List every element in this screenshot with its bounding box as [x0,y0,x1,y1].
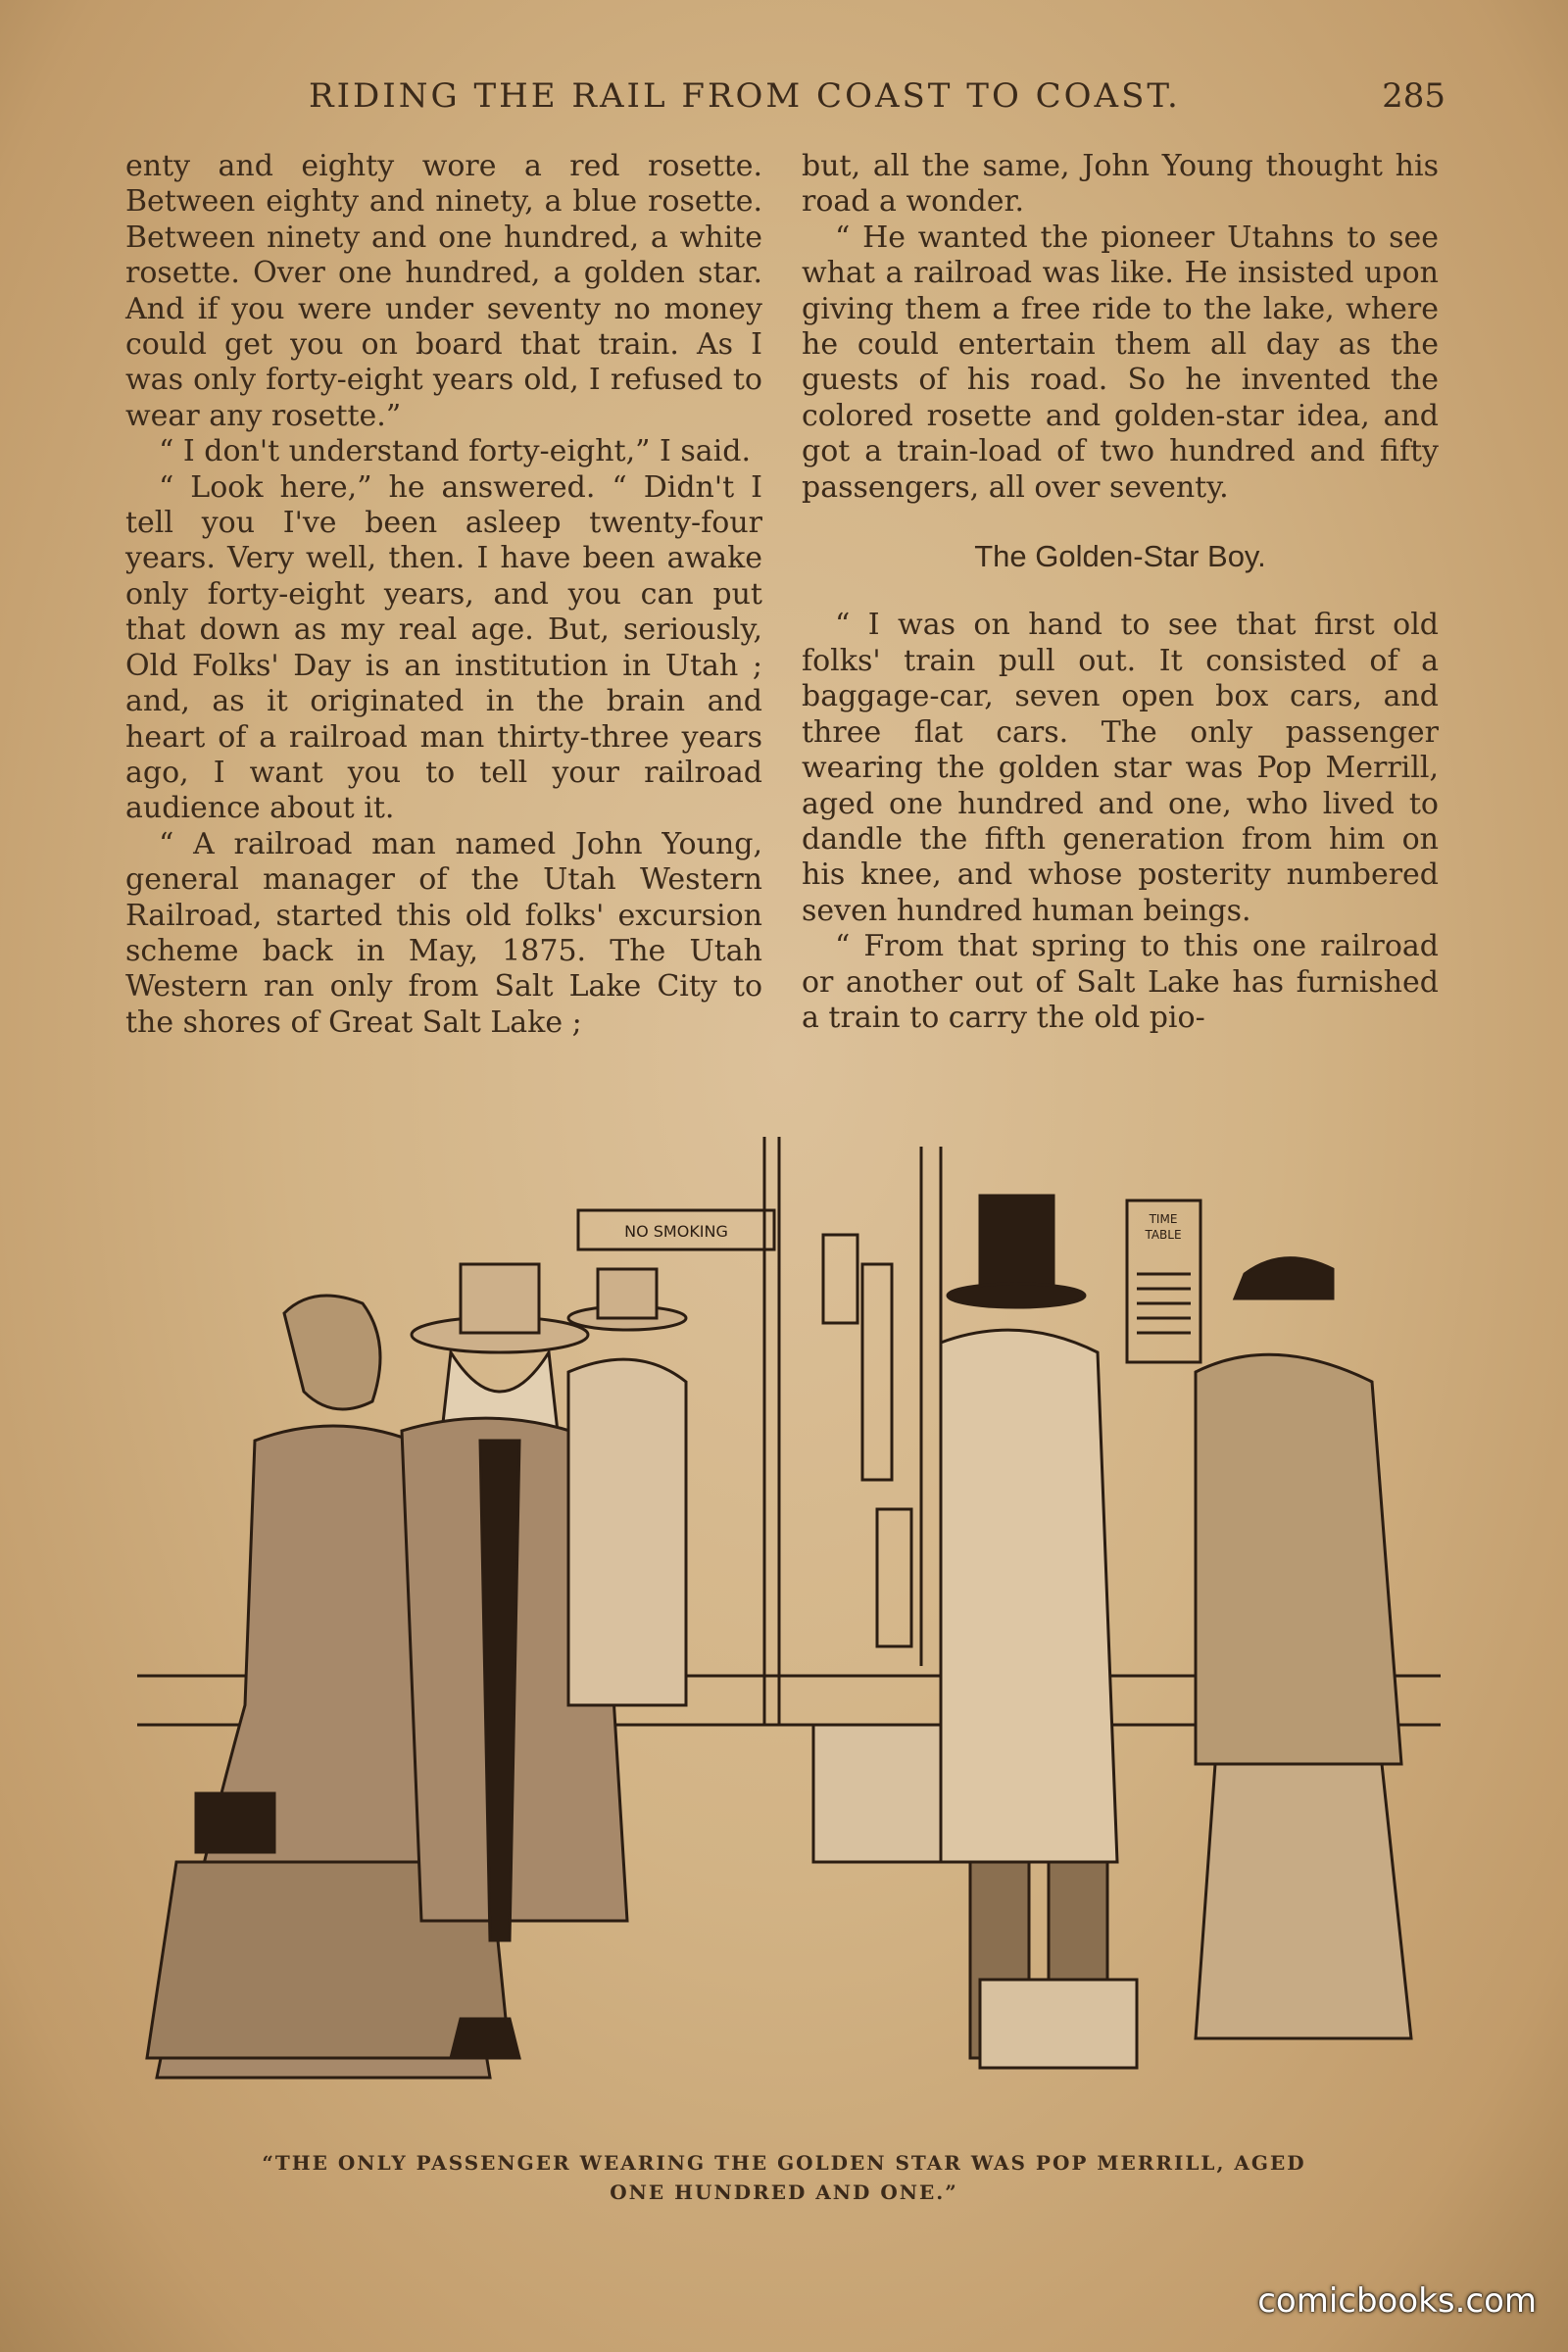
paragraph: “ I was on hand to see that first old folks' train pull out. It consisted of a baggage-car, seven open box cars, and three flat cars. The only passenger wearing the golden star was Pop Merrill, aged one hundred and one, who lived to dandle the fifth generation from him on his knee, and whose posterity numbered seven hundred human beings. [802,608,1439,928]
timetable-line: TABLE [1145,1228,1182,1242]
illustration-caption [176,2148,1392,2207]
paragraph: “ He wanted the pioneer Utahns to see what a railroad was like. He insisted upon giving them a free ride to the lake, where he could entertain them all day as the guests of his road. So he invented the colored rosette and golden-star idea, and got a train-load of two hundred and fifty passengers, all over seventy. [802,220,1439,505]
paragraph: enty and eighty wore a red rosette. Between eighty and ninety, a blue rosette. Between ninety and one hundred, a white rosette. Over one hundred, a golden star. And if you were under seventy no money could get you on board that train. As I was only forty-eight years old, I refused to wear any rosette.” [125,149,762,433]
paragraph: “ Look here,” he answered. “ Didn't I tell you I've been asleep twenty-four years. Very well, then. I have been awake only forty-eight years, and you can put that down as my real age. But, seriously, Old Folks' Day is an institution in Utah ; and, as it originated in the brain and heart of a railroad man thirty-three years ago, I want you to tell your railroad audience about it. [125,469,762,826]
paragraph: “ I don't understand forty-eight,” I said. [159,434,752,469]
running-title: RIDING THE RAIL FROM COAST TO COAST. [309,76,1181,116]
page-number: 285 [1382,76,1446,116]
caption-line: ONE HUNDRED AND ONE.” [610,2180,958,2204]
top-hat-man-figure [941,1196,1117,2058]
caption-line: “THE ONLY PASSENGER WEARING THE GOLDEN STAR WAS POP MERRILL, AGED [262,2151,1306,2175]
paragraph: “ From that spring to this one railroad or another out of Salt Lake has furnished a train to carry the old pio- [802,929,1439,1035]
section-subheading: The Golden-Star Boy. [974,539,1266,574]
paragraph: “ A railroad man named John Young, general manager of the Utah Western Railroad, started this old folks' excursion scheme back in May, 1875. The Utah Western ran only from Salt Lake City to the shores of Great Salt Lake ; [125,826,762,1040]
site-watermark: comicbooks.com [1257,2281,1537,2321]
timetable-line: TIME [1149,1212,1178,1226]
running-head [118,76,1446,122]
station-illustration [137,1117,1441,2136]
conductor-figure [1196,1258,1411,2038]
right-column [802,149,1439,1036]
paragraph: but, all the same, John Young thought his road a wonder. [802,149,1439,220]
left-column [125,149,762,1041]
sign-text: NO SMOKING [624,1222,728,1241]
